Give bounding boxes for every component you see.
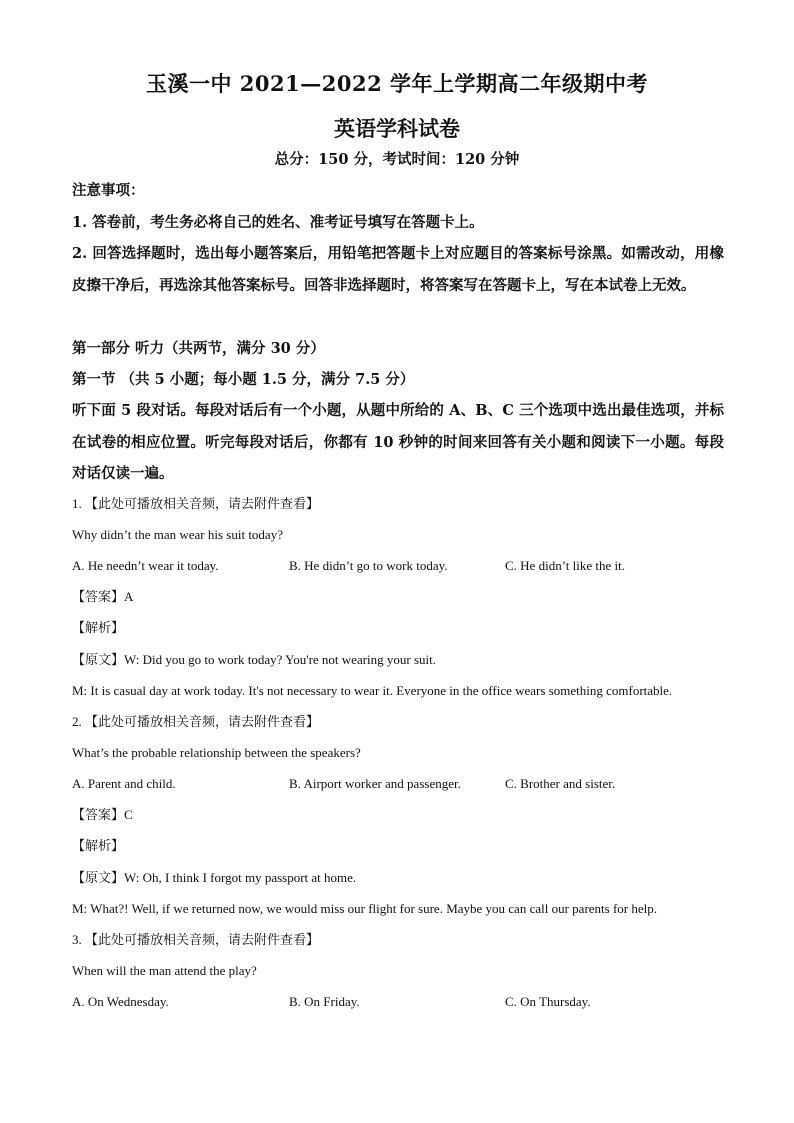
q1-answer: 【答案】A: [72, 589, 134, 604]
section1-heading: 第一节 （共 5 小题；每小题 1.5 分，满分 7.5 分）: [72, 371, 415, 388]
exam-meta: 总分：150 分，考试时间：120 分钟: [274, 151, 520, 168]
notice-heading: 注意事项：: [72, 182, 145, 199]
q2-audio-note: 2. 【此处可播放相关音频，请去附件查看】: [72, 714, 320, 729]
q2-option-b: B. Airport worker and passenger.: [289, 776, 461, 791]
q2-analysis: 【解析】: [72, 838, 125, 853]
q1-option-b: B. He didn’t go to work today.: [289, 558, 448, 573]
part1-heading: 第一部分 听力（共两节，满分 30 分）: [72, 340, 325, 357]
q1-audio-note: 1. 【此处可播放相关音频，请去附件查看】: [72, 496, 320, 511]
q2-option-a: A. Parent and child.: [72, 776, 176, 791]
q2-option-c: C. Brother and sister.: [505, 776, 616, 791]
q1-transcript-1: 【原文】W: Did you go to work today? You're not wearing your suit.: [72, 652, 437, 667]
q2-question: What’s the probable relationship between the speakers?: [72, 745, 361, 760]
q1-analysis: 【解析】: [72, 620, 125, 635]
exam-title: 玉溪一中 2021—2022 学年上学期高二年级期中考: [145, 71, 648, 96]
subject-title: 英语学科试卷: [334, 116, 460, 141]
q3-option-b: B. On Friday.: [289, 994, 360, 1009]
q3-option-c: C. On Thursday.: [505, 994, 591, 1009]
q3-audio-note: 3. 【此处可播放相关音频，请去附件查看】: [72, 932, 320, 947]
listening-instructions: 听下面 5 段对话。每段对话后有一个小题，从题中所给的 A、B、C 三个选项中选出最佳选项，并标在试卷的相应位置。听完每段对话后，你都有 10 秒钟的时间来回答有关小题和阅读下一小题。每段对话仅读一遍。: [72, 402, 724, 482]
q3-option-a: A. On Wednesday.: [72, 994, 169, 1009]
q1-transcript-2: M: It is casual day at work today. It's not necessary to wear it. Everyone in the office wears something comfortable.: [72, 683, 673, 698]
q2-answer: 【答案】C: [72, 807, 133, 822]
notice-item-1: 1. 答卷前，考生务必将自己的姓名、准考证号填写在答题卡上。: [72, 214, 484, 231]
q1-option-a: A. He needn’t wear it today.: [72, 558, 219, 573]
q1-question: Why didn’t the man wear his suit today?: [72, 527, 283, 542]
q2-transcript-1: 【原文】W: Oh, I think I forgot my passport at home.: [72, 870, 357, 885]
q3-question: When will the man attend the play?: [72, 963, 257, 978]
notice-item-2: 2. 回答选择题时，选出每小题答案后，用铅笔把答题卡上对应题目的答案标号涂黑。如需改动，用橡皮擦干净后，再选涂其他答案标号。回答非选择题时，将答案写在答题卡上，写在本试卷上无效。: [72, 245, 724, 294]
q1-option-c: C. He didn’t like the it.: [505, 558, 625, 573]
q2-transcript-2: M: What?! Well, if we returned now, we would miss our flight for sure. Maybe you can call our parents for help.: [72, 901, 657, 916]
